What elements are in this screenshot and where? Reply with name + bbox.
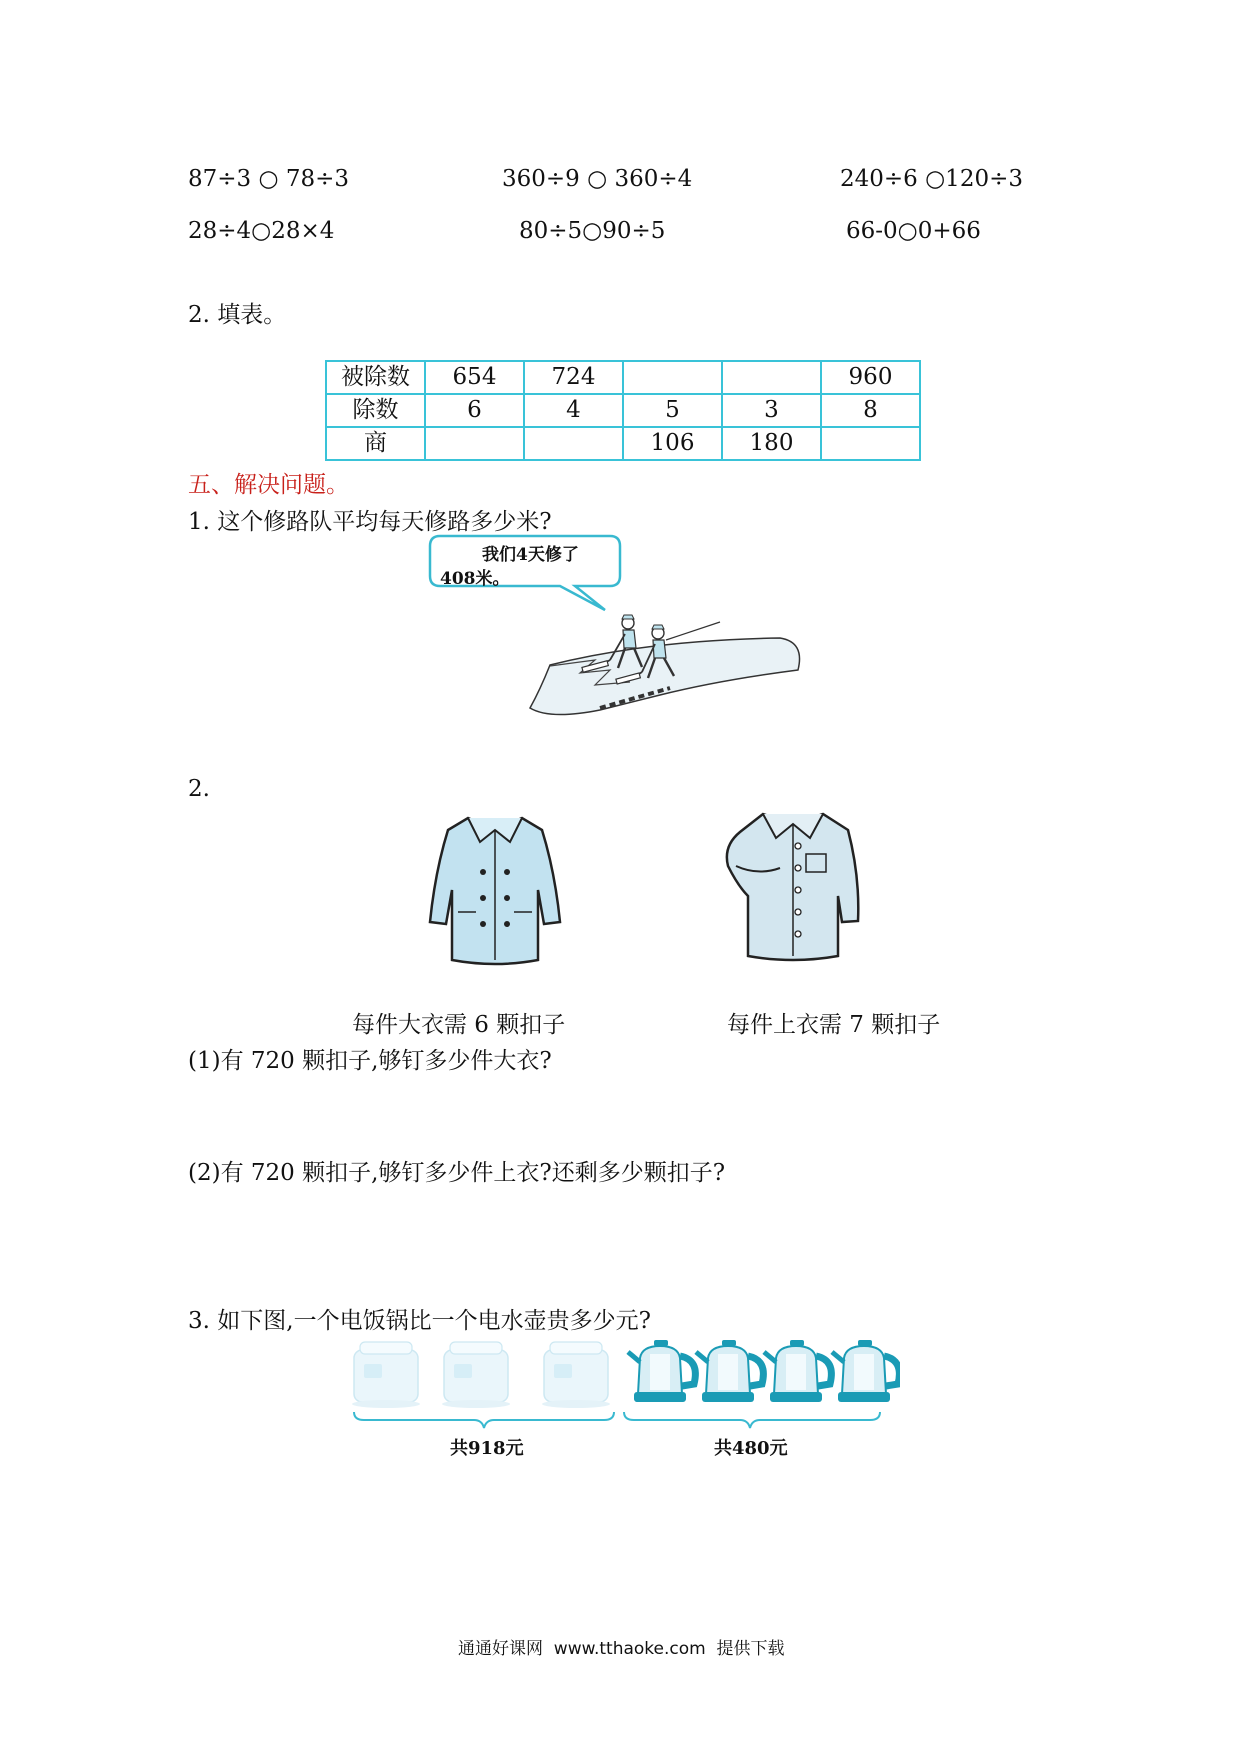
table-cell: 6	[425, 394, 524, 427]
road-workers-illustration	[420, 530, 820, 730]
speech-bubble-line-1: 我们4天修了	[482, 545, 579, 565]
table-cell[interactable]	[623, 361, 722, 394]
question-1: 1. 这个修路队平均每天修路多少米?	[188, 509, 552, 535]
coat-caption: 每件大衣需 6 颗扣子	[352, 1012, 566, 1038]
question-2-number: 2.	[188, 776, 210, 802]
appliances-illustration	[350, 1336, 900, 1456]
table-cell: 960	[821, 361, 920, 394]
speech-bubble-line-2: 408米。	[440, 569, 510, 589]
question-2-part-1: (1)有 720 颗扣子,够钉多少件大衣?	[188, 1048, 552, 1074]
comparison-2: 360÷9 ○ 360÷4	[502, 166, 693, 192]
cookers-total-label: 共918元	[450, 1438, 524, 1459]
section-heading: 五、解决问题。	[188, 472, 349, 498]
shirt-caption: 每件上衣需 7 颗扣子	[727, 1012, 941, 1038]
table-cell[interactable]	[722, 361, 821, 394]
table-cell: 8	[821, 394, 920, 427]
comparison-3: 240÷6 ○120÷3	[840, 166, 1023, 192]
table-cell[interactable]	[425, 427, 524, 460]
table-cell: 3	[722, 394, 821, 427]
table-cell: 180	[722, 427, 821, 460]
footer: 通通好课网 www.tthaoke.com 提供下载	[458, 1639, 785, 1659]
table-cell: 4	[524, 394, 623, 427]
question-2-part-2: (2)有 720 颗扣子,够钉多少件上衣?还剩多少颗扣子?	[188, 1160, 726, 1186]
comparison-4: 28÷4○28×4	[188, 218, 335, 244]
table-cell: 724	[524, 361, 623, 394]
table-cell: 654	[425, 361, 524, 394]
shirt-image	[718, 806, 868, 966]
question-3: 3. 如下图,一个电饭锅比一个电水壶贵多少元?	[188, 1308, 651, 1334]
table-section-title: 2. 填表。	[188, 302, 287, 328]
comparison-5: 80÷5○90÷5	[519, 218, 666, 244]
table-row	[326, 361, 920, 394]
table-row	[326, 394, 920, 427]
row-label: 商	[326, 427, 425, 460]
table-cell[interactable]	[524, 427, 623, 460]
table-cell[interactable]	[821, 427, 920, 460]
row-label: 被除数	[326, 361, 425, 394]
row-label: 除数	[326, 394, 425, 427]
table-cell: 106	[623, 427, 722, 460]
comparison-6: 66-0○0+66	[846, 218, 981, 244]
table-cell: 5	[623, 394, 722, 427]
kettles-total-label: 共480元	[714, 1438, 788, 1459]
comparison-1: 87÷3 ○ 78÷3	[188, 166, 350, 192]
table-row	[326, 427, 920, 460]
division-table	[325, 360, 921, 461]
coat-image	[420, 812, 570, 972]
